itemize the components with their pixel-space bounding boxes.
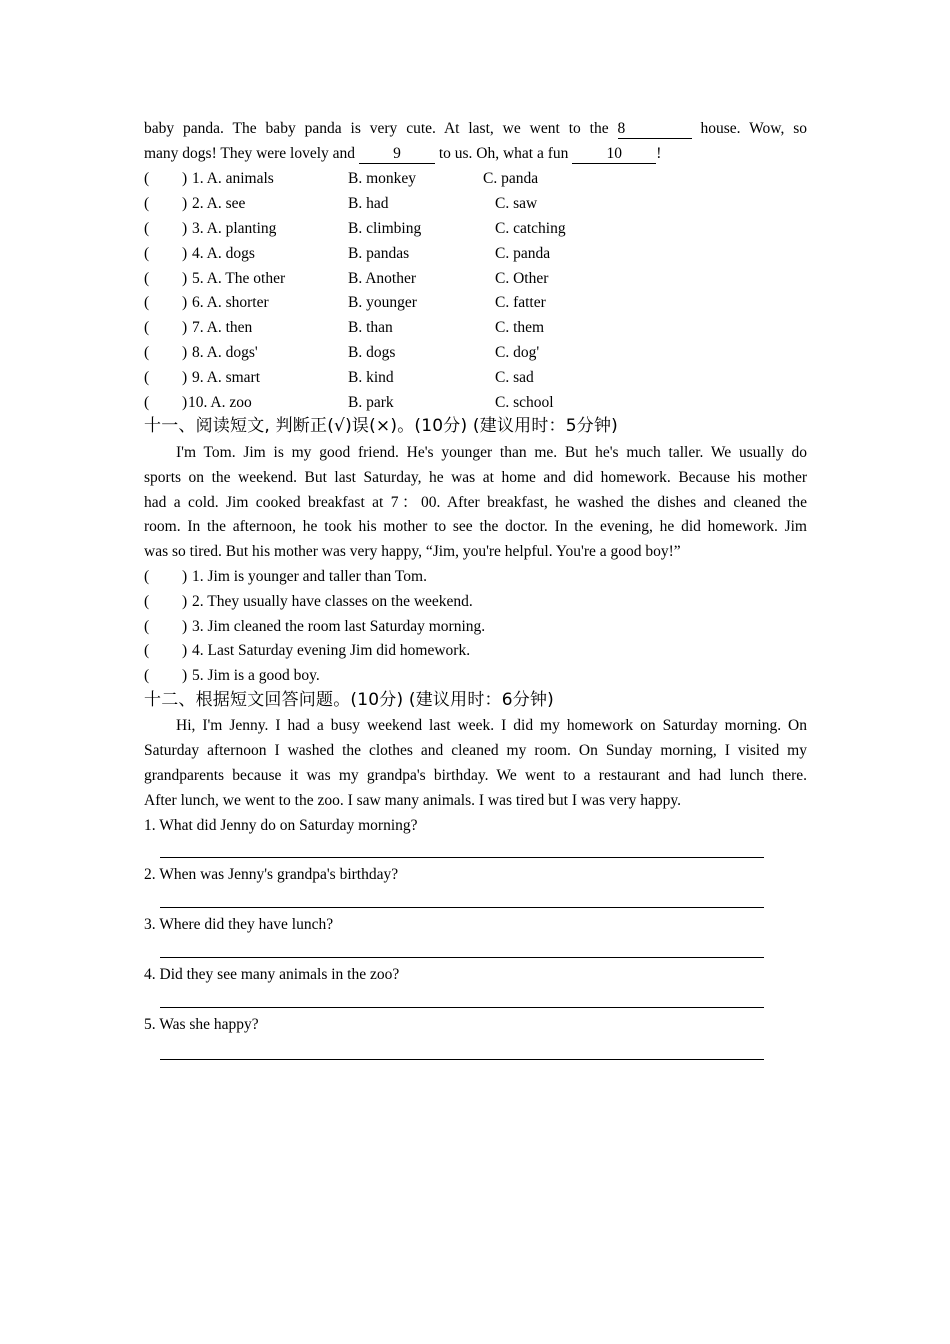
option-c: C. school	[495, 394, 554, 411]
option-a: 3. A. planting	[192, 220, 277, 237]
answer-paren-close: )	[182, 220, 188, 237]
cloze-option-row	[144, 241, 807, 266]
cloze-text: many dogs! They were lovely and	[144, 145, 356, 162]
answer-paren-close: )	[182, 667, 188, 684]
question-text: 5. Was she happy?	[144, 1016, 259, 1033]
answer-paren-close: )	[182, 245, 188, 262]
statement-text: 3. Jim cleaned the room last Saturday morning.	[192, 618, 486, 635]
answer-paren-open: (	[144, 667, 150, 684]
s11-passage-line: had a cold. Jim cooked breakfast at 7：00. After breakfast, he washed the dishes and cleaned the	[144, 494, 807, 511]
option-c: C. panda	[495, 245, 551, 262]
answer-paren-close: )	[182, 642, 188, 659]
answer-paren-open: (	[144, 394, 150, 411]
cloze-option-row	[144, 266, 807, 291]
option-b: B. younger	[348, 294, 417, 311]
option-c: C. saw	[495, 195, 538, 212]
option-c: C. panda	[483, 170, 539, 187]
statement-text: 4. Last Saturday evening Jim did homework.	[192, 642, 471, 659]
cloze-text: baby panda. The baby panda is very cute. At last, we went to the	[144, 120, 609, 137]
question-text: 2. When was Jenny's grandpa's birthday?	[144, 866, 399, 883]
answer-paren-close: )	[182, 369, 188, 386]
answer-paren-open: (	[144, 369, 150, 386]
option-a: 5. A. The other	[192, 270, 286, 287]
answer-paren-close: )	[182, 568, 188, 585]
statement-text: 2. They usually have classes on the weekend.	[192, 593, 473, 610]
answer-paren-open: (	[144, 245, 150, 262]
answer-paren-close: )	[182, 195, 188, 212]
option-b: B. climbing	[348, 220, 422, 237]
option-c: C. Other	[495, 270, 549, 287]
cloze-option-row	[144, 166, 807, 191]
section-12-heading: 十二、根据短文回答问题。(10分) (建议用时：6分钟)	[144, 690, 554, 710]
option-a: 2. A. see	[192, 195, 246, 212]
option-a: 9. A. smart	[192, 369, 261, 386]
s11-passage-line: room. In the afternoon, he took his mother to see the doctor. In the evening, he did homework. Jim	[144, 518, 807, 535]
question-text: 3. Where did they have lunch?	[144, 916, 334, 933]
answer-paren-open: (	[144, 170, 150, 187]
answer-paren-open: (	[144, 319, 150, 336]
cloze-option-row	[144, 315, 807, 340]
option-b: B. park	[348, 394, 394, 411]
answer-paren-close: )	[182, 618, 188, 635]
answer-paren-close: )	[182, 170, 188, 187]
option-a: 10. A. zoo	[188, 394, 252, 411]
cloze-option-row	[144, 216, 807, 241]
cloze-passage-line-1	[144, 116, 807, 141]
answer-paren-close: )	[182, 294, 188, 311]
cloze-option-row	[144, 191, 807, 216]
answer-paren-open: (	[144, 642, 150, 659]
answer-line[interactable]	[160, 1007, 764, 1008]
cloze-option-row	[144, 390, 807, 415]
option-a: 8. A. dogs'	[192, 344, 258, 361]
option-b: B. kind	[348, 369, 394, 386]
option-c: C. catching	[495, 220, 566, 237]
s12-passage-line: After lunch, we went to the zoo. I saw many animals. I was tired but I was very happy.	[144, 792, 682, 809]
cloze-text: !	[656, 145, 662, 162]
option-a: 6. A. shorter	[192, 294, 269, 311]
s11-passage-line: was so tired. But his mother was very happy, “Jim, you're helpful. You're a good boy!”	[144, 543, 681, 560]
answer-paren-open: (	[144, 618, 150, 635]
question-text: 1. What did Jenny do on Saturday morning?	[144, 817, 418, 834]
s11-passage-line: I'm Tom. Jim is my good friend. He's younger than me. But he's much taller. We usually do	[176, 444, 807, 461]
cloze-text: house. Wow, so	[700, 120, 808, 137]
answer-paren-open: (	[144, 593, 150, 610]
answer-paren-close: )	[182, 593, 188, 610]
cloze-option-row	[144, 340, 807, 365]
answer-paren-close: )	[182, 394, 188, 411]
answer-paren-close: )	[182, 344, 188, 361]
option-a: 1. A. animals	[192, 170, 274, 187]
option-b: B. than	[348, 319, 393, 336]
option-c: C. them	[495, 319, 545, 336]
answer-paren-open: (	[144, 220, 150, 237]
answer-line[interactable]	[160, 857, 764, 858]
option-b: B. had	[348, 195, 389, 212]
cloze-blank-10: 10	[572, 145, 656, 164]
answer-paren-open: (	[144, 568, 150, 585]
section-11-heading: 十一、阅读短文, 判断正(√)误(×)。(10分) (建议用时：5分钟)	[144, 416, 618, 436]
answer-line[interactable]	[160, 1059, 764, 1060]
cloze-blank-9: 9	[359, 145, 435, 164]
option-b: B. dogs	[348, 344, 396, 361]
answer-paren-close: )	[182, 319, 188, 336]
option-a: 4. A. dogs	[192, 245, 255, 262]
s11-passage-line: sports on the weekend. But last Saturday, he was at home and did homework. Because his mother	[144, 469, 807, 486]
question-text: 4. Did they see many animals in the zoo?	[144, 966, 400, 983]
answer-line[interactable]	[160, 957, 764, 958]
s12-passage-line: Hi, I'm Jenny. I had a busy weekend last week. I did my homework on Saturday morning. On	[176, 717, 807, 734]
option-c: C. sad	[495, 369, 534, 386]
answer-paren-open: (	[144, 195, 150, 212]
answer-paren-close: )	[182, 270, 188, 287]
s12-passage-line: grandparents because it was my grandpa's birthday. We went to a restaurant and had lunch there.	[144, 767, 807, 784]
answer-paren-open: (	[144, 270, 150, 287]
option-b: B. pandas	[348, 245, 410, 262]
statement-text: 1. Jim is younger and taller than Tom.	[192, 568, 427, 585]
statement-text: 5. Jim is a good boy.	[192, 667, 320, 684]
answer-paren-open: (	[144, 344, 150, 361]
cloze-text: to us. Oh, what a fun	[438, 145, 569, 162]
option-b: B. Another	[348, 270, 417, 287]
cloze-option-row	[144, 365, 807, 390]
answer-paren-open: (	[144, 294, 150, 311]
option-b: B. monkey	[348, 170, 417, 187]
cloze-passage-line-2	[144, 141, 807, 166]
option-c: C. fatter	[495, 294, 546, 311]
cloze-option-row	[144, 290, 807, 315]
s12-passage-line: Saturday afternoon I washed the clothes and cleaned my room. On Sunday morning, I visited my	[144, 742, 807, 759]
answer-line[interactable]	[160, 907, 764, 908]
cloze-blank-8: 8	[618, 120, 692, 139]
option-a: 7. A. then	[192, 319, 253, 336]
option-c: C. dog'	[495, 344, 540, 361]
